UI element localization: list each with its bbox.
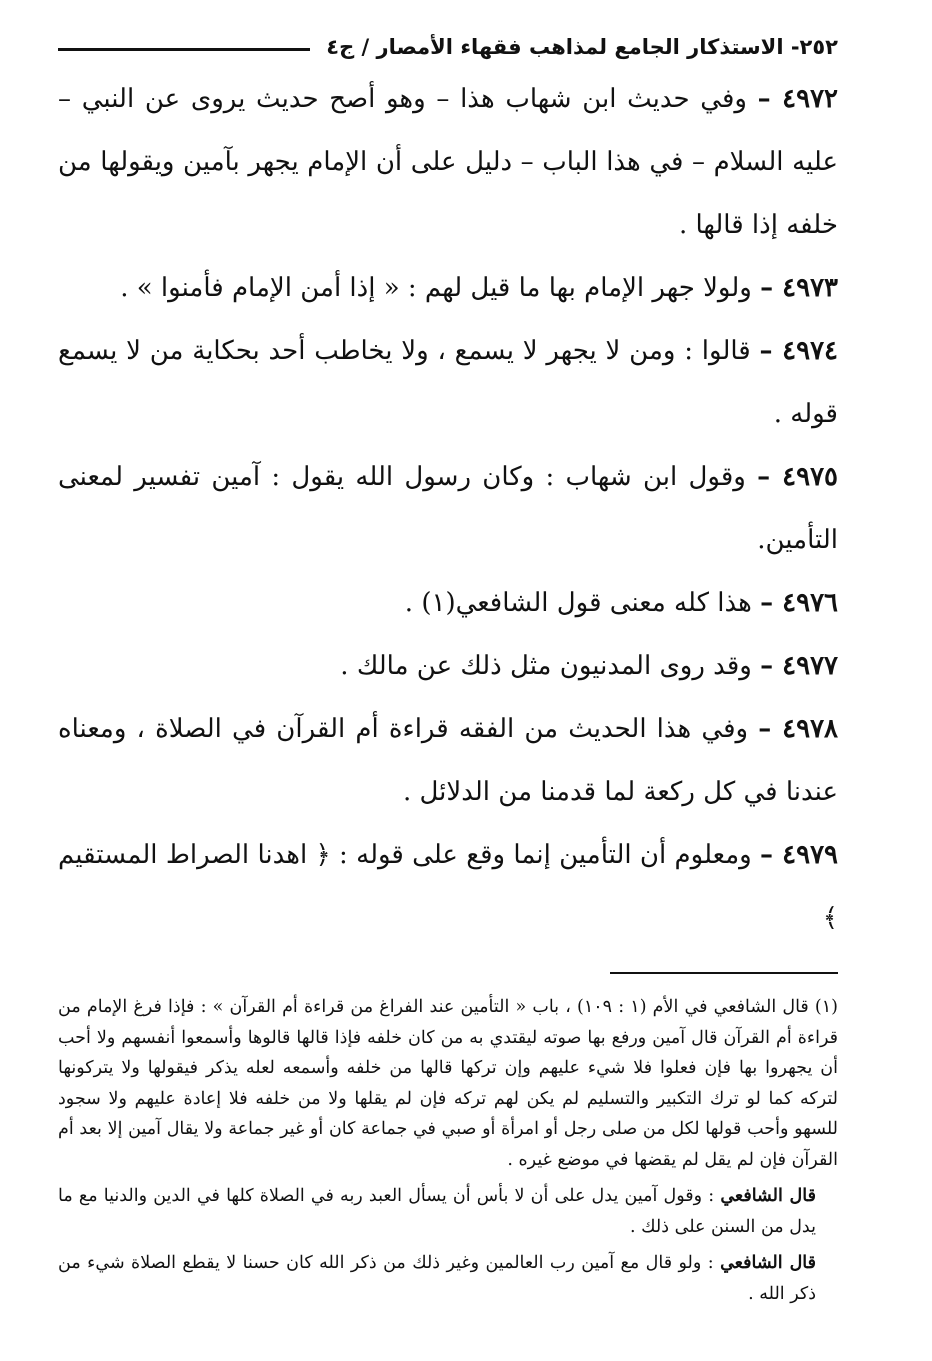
page-header bbox=[58, 30, 838, 64]
paragraph-number: ٤٩٧٥ – bbox=[757, 462, 839, 492]
paragraph-number: ٤٩٧٧ – bbox=[760, 651, 838, 681]
footnote-shafii-quote-2 bbox=[58, 1248, 838, 1309]
paragraph-text: وقول ابن شهاب : وكان رسول الله يقول : آمين تفسير لمعنى التأمين. bbox=[58, 462, 838, 555]
quote-label: قال الشافعي bbox=[720, 1253, 816, 1273]
paragraph-4979 bbox=[58, 824, 838, 950]
paragraph-text: قالوا : ومن لا يجهر لا يسمع ، ولا يخاطب أحد بحكاية من لا يسمع قوله . bbox=[58, 336, 838, 429]
paragraph-text: وفي حديث ابن شهاب هذا – وهو أصح حديث يروى عن النبي – عليه السلام – في هذا الباب – دليل على أن الإمام يجهر بآمين ويقولها من خلفه إذا قالها . bbox=[58, 84, 838, 240]
header-rule bbox=[58, 48, 310, 51]
paragraph-text: ومعلوم أن التأمين إنما وقع على قوله : ﴿ اهدنا الصراط المستقيم ﴾ bbox=[58, 840, 838, 933]
paragraph-4978 bbox=[58, 698, 838, 824]
main-text bbox=[58, 68, 838, 950]
paragraph-number: ٤٩٧٤ – bbox=[759, 336, 838, 366]
paragraph-text: وفي هذا الحديث من الفقه قراءة أم القرآن في الصلاة ، ومعناه عندنا في كل ركعة لما قدمنا من الدلائل . bbox=[58, 714, 838, 807]
running-title: ٢٥٢- الاستذكار الجامع لمذاهب فقهاء الأمصار / ج٤ bbox=[326, 35, 838, 59]
paragraph-4975 bbox=[58, 446, 838, 572]
quote-text: : وقول آمين يدل على أن لا بأس أن يسأل العبد ربه في الصلاة كلها في الدين والدنيا مع ما يدل من السنن على ذلك . bbox=[58, 1186, 816, 1237]
footnote-separator bbox=[610, 972, 838, 974]
paragraph-number: ٤٩٧٨ – bbox=[758, 714, 838, 744]
footnotes bbox=[58, 992, 838, 1309]
paragraph-4972 bbox=[58, 68, 838, 257]
book-page bbox=[58, 30, 838, 1330]
paragraph-text: وقد روى المدنيون مثل ذلك عن مالك . bbox=[340, 651, 752, 681]
quote-label: قال الشافعي bbox=[720, 1186, 816, 1206]
paragraph-4977 bbox=[58, 635, 838, 698]
paragraph-4976 bbox=[58, 572, 838, 635]
quote-text: : ولو قال مع آمين رب العالمين وغير ذلك من ذكر الله كان حسنا لا يقطع الصلاة شيء من ذكر الله . bbox=[58, 1253, 816, 1304]
footnote-shafii-quote-1 bbox=[58, 1181, 838, 1242]
paragraph-number: ٤٩٧٦ – bbox=[760, 588, 838, 618]
paragraph-text: هذا كله معنى قول الشافعي(١) . bbox=[404, 588, 752, 618]
paragraph-4973 bbox=[58, 257, 838, 320]
paragraph-number: ٤٩٧٢ – bbox=[757, 84, 839, 114]
paragraph-4974 bbox=[58, 320, 838, 446]
paragraph-number: ٤٩٧٩ – bbox=[760, 840, 839, 870]
paragraph-text: ولولا جهر الإمام بها ما قيل لهم : « إذا أمن الإمام فأمنوا » . bbox=[120, 273, 752, 303]
paragraph-number: ٤٩٧٣ – bbox=[760, 273, 838, 303]
footnote-1: (١) قال الشافعي في الأم (١ : ١٠٩) ، باب « التأمين عند الفراغ من قراءة أم القرآن » : فإذا فرغ الإمام من قراءة أم القرآن قال آمين ورفع بها صوته ليقتدي به من كان خلفه فإذا قالها قالوها وأسمعوا أنفسهم ولا أحب أن يجهروا بها فإن فعلوا فلا شيء عليهم وإن تركها قالها من خلفه وأسمعه لعله يذكر فيقولها ولا يتركونها لتركه كما لو ترك التكبير والتسليم لم يكن لهم تركه فإن لم يقلها ولا من خلفه فلا إعادة عليهم ولا سجود للسهو وأحب قولها لكل من صلى رجل أو امرأة أو صبي في جماعة كان أو غير جماعة ولا يقال آمين إلا بعد أم القرآن فإن لم يقل لم يقضها في موضع غيره . bbox=[58, 997, 838, 1170]
